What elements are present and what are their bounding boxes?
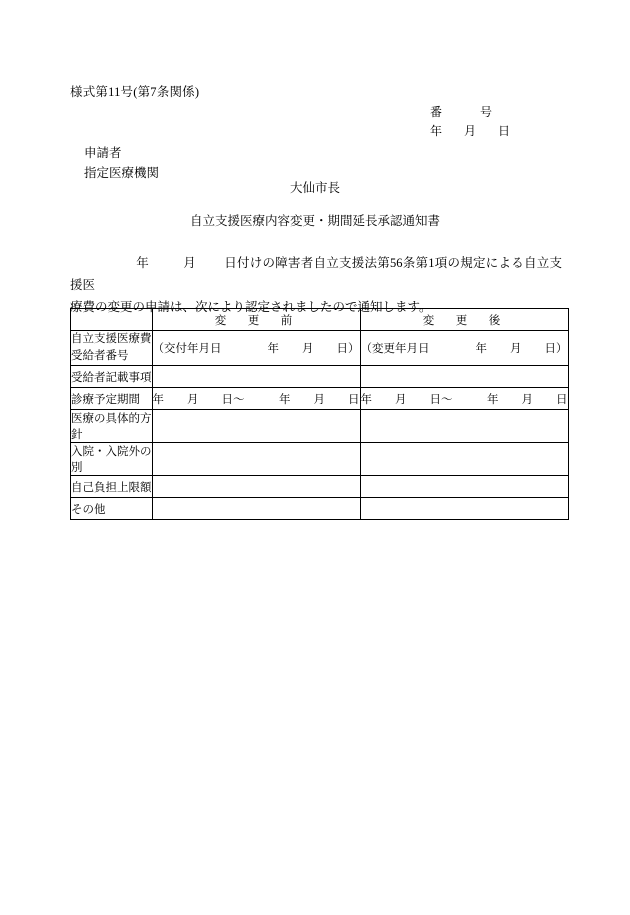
table-row xyxy=(71,410,569,443)
label-line-1: 自立支援医療費 xyxy=(71,333,152,345)
table-row xyxy=(71,388,569,410)
table-row xyxy=(71,443,569,476)
body-month: 月 xyxy=(183,256,196,270)
date-month-label: 月 xyxy=(464,124,477,138)
row-label-receiver-notes: 受給者記載事項 xyxy=(71,366,153,388)
row-label-inpatient-type: 入院・入院外の別 xyxy=(71,443,153,476)
number-label-right: 号 xyxy=(480,105,493,119)
header-after-cell: 変 更 後 xyxy=(360,309,568,331)
addressee-institution: 指定医療機関 xyxy=(84,166,160,180)
row-before-inpatient-type xyxy=(152,443,360,476)
row-before-copay-limit xyxy=(152,476,360,498)
label-line-2: 受給者番号 xyxy=(71,350,129,362)
row-label-treatment-period: 診療予定期間 xyxy=(71,388,153,410)
table-row xyxy=(71,498,569,520)
header-blank-cell xyxy=(71,309,153,331)
header-before-cell: 変 更 前 xyxy=(152,309,360,331)
form-number: 様式第11号(第7条関係) xyxy=(70,85,200,99)
row-after-inpatient-type xyxy=(360,443,568,476)
change-table xyxy=(70,308,569,520)
row-before-receiver-number: （交付年月日 年 月 日） xyxy=(152,331,360,366)
row-before-other xyxy=(152,498,360,520)
body-sentence-2: 療費の変更の申請は、次により認定されましたので通知します。 xyxy=(70,300,432,314)
row-after-treatment-period: 年 月 日～ 年 月 日 xyxy=(360,388,568,410)
row-after-other xyxy=(360,498,568,520)
number-label-left: 番 xyxy=(430,105,443,119)
addressee-block xyxy=(84,143,159,183)
table-row xyxy=(71,331,569,366)
row-before-medical-policy xyxy=(152,410,360,443)
row-before-treatment-period: 年 月 日～ 年 月 日 xyxy=(152,388,360,410)
addressee-applicant: 申請者 xyxy=(84,146,122,160)
table-header-row xyxy=(71,309,569,331)
row-label-other: その他 xyxy=(71,498,153,520)
document-title: 自立支援医療内容変更・期間延長承認通知書 xyxy=(189,214,440,228)
body-year: 年 xyxy=(136,256,149,270)
row-before-receiver-notes xyxy=(152,366,360,388)
row-label-receiver-number xyxy=(71,331,153,366)
date-day-label: 日 xyxy=(498,124,511,138)
row-after-receiver-number: （変更年月日 年 月 日） xyxy=(360,331,568,366)
document-date-line xyxy=(430,122,560,139)
row-after-medical-policy xyxy=(360,410,568,443)
row-label-copay-limit: 自己負担上限額 xyxy=(71,476,153,498)
body-sentence-1: 日付けの障害者自立支援法第56条第1項の規定による自立支援医 xyxy=(70,256,562,292)
row-after-copay-limit xyxy=(360,476,568,498)
row-after-receiver-notes xyxy=(360,366,568,388)
row-label-medical-policy: 医療の具体的方針 xyxy=(71,410,153,443)
issuer-name: 大仙市長 xyxy=(289,181,340,195)
date-year-label: 年 xyxy=(430,124,443,138)
document-number-line xyxy=(430,103,560,120)
table-row xyxy=(71,366,569,388)
table-row xyxy=(71,476,569,498)
